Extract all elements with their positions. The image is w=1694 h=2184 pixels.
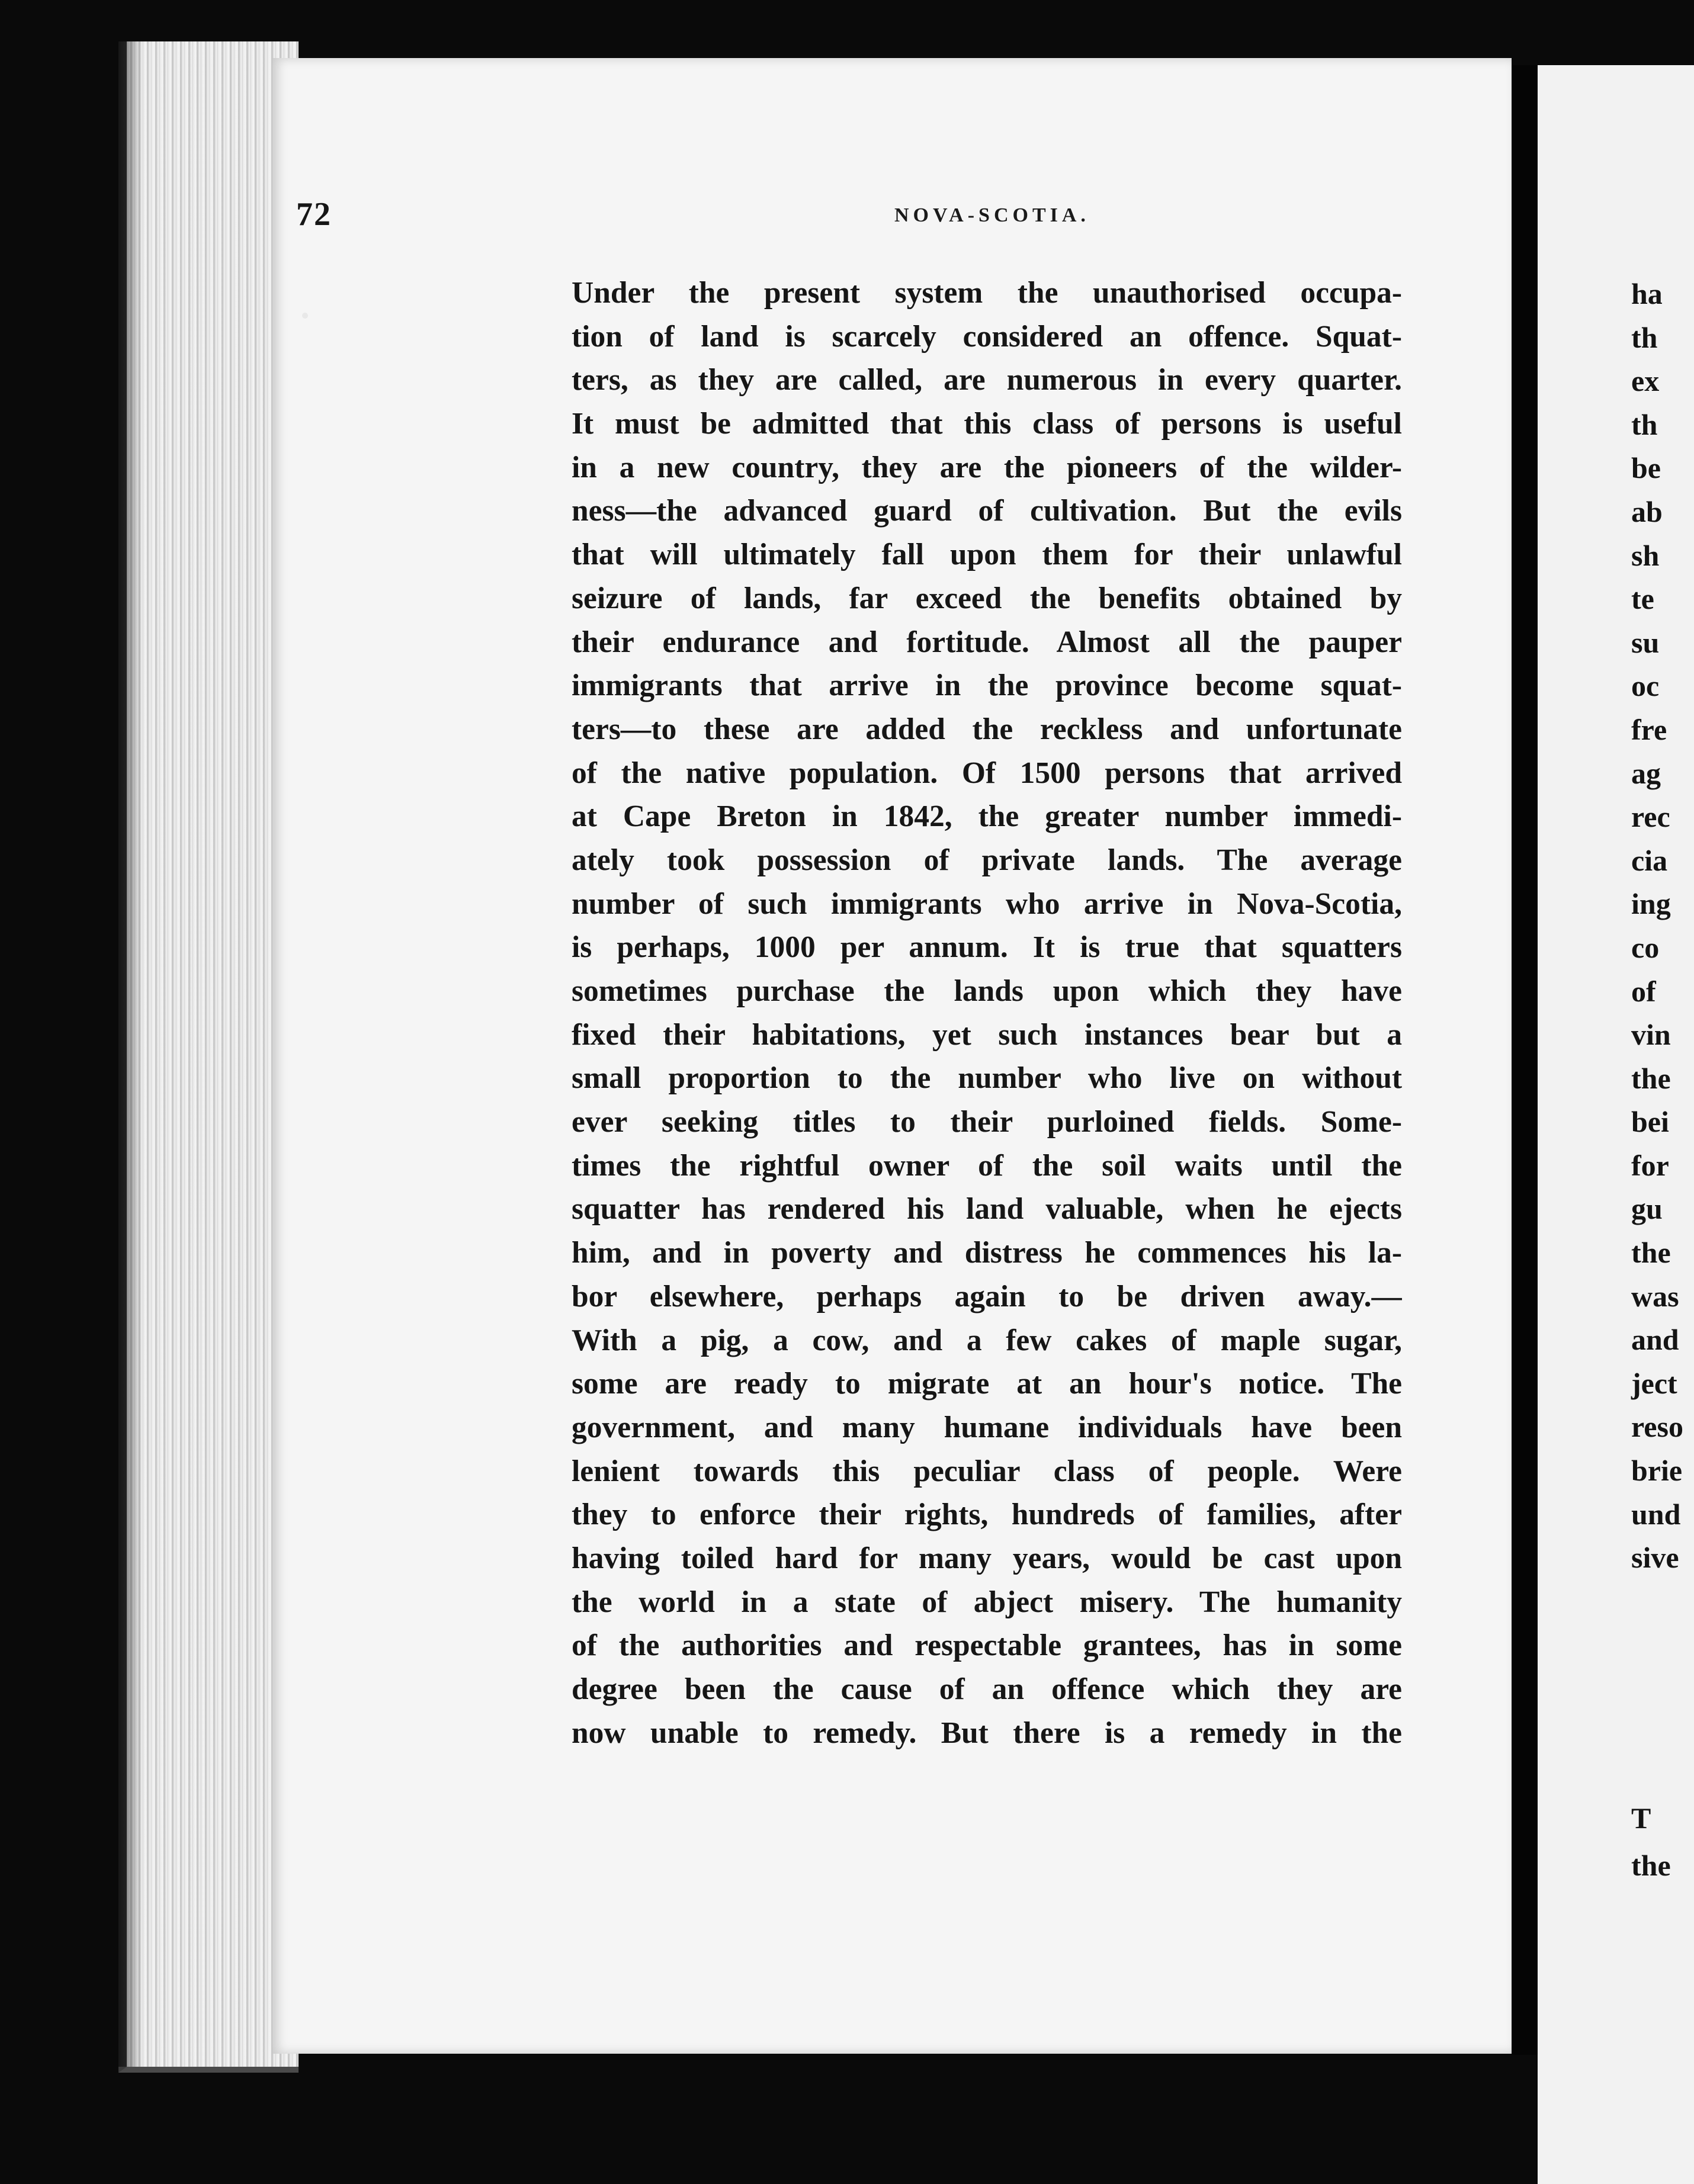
text-line: bor elsewhere, perhaps again to be driven away.— — [572, 1279, 1402, 1313]
facing-page-fragment: sive — [1631, 1541, 1679, 1575]
facing-page-fragment: ject — [1631, 1366, 1677, 1400]
page-number: 72 — [296, 196, 332, 233]
facing-page-fragment: ex — [1631, 364, 1660, 398]
book-page-edges — [118, 41, 299, 2073]
text-line: of the native population. Of 1500 persons that arrived — [572, 756, 1402, 790]
facing-page-fragment: ha — [1631, 277, 1663, 310]
facing-page-fragment: brie — [1631, 1454, 1683, 1488]
right-facing-page — [1538, 65, 1694, 2184]
text-line: ters—to these are added the reckless and unfortunate — [572, 712, 1402, 746]
text-line: government, and many humane individuals have been — [572, 1410, 1402, 1444]
facing-page-fragment: gu — [1631, 1192, 1663, 1226]
text-line: ately took possession of private lands. The average — [572, 843, 1402, 877]
text-line: fixed their habitations, yet such instances bear but a — [572, 1017, 1402, 1052]
text-line: immigrants that arrive in the province become squat- — [572, 669, 1402, 703]
text-line: some are ready to migrate at an hour's notice. The — [572, 1367, 1402, 1401]
text-line: that will ultimately fall upon them for their unlawful — [572, 538, 1402, 572]
facing-page-fragment: fre — [1631, 712, 1667, 746]
facing-page-fragment: te — [1631, 582, 1654, 616]
text-line: ever seeking titles to their purloined fields. Some- — [572, 1105, 1402, 1139]
text-line: lenient towards this peculiar class of people. Were — [572, 1454, 1402, 1488]
text-line: small proportion to the number who live on without — [572, 1061, 1402, 1096]
facing-page-fragment: sh — [1631, 538, 1660, 572]
text-line: times the rightful owner of the soil waits until the — [572, 1148, 1402, 1183]
text-line: seizure of lands, far exceed the benefits obtained by — [572, 581, 1402, 615]
text-line: him, and in poverty and distress he commences his la- — [572, 1236, 1402, 1270]
facing-page-fragment: vin — [1631, 1018, 1671, 1052]
text-line: at Cape Breton in 1842, the greater number immedi- — [572, 799, 1402, 834]
facing-page-fragment: cia — [1631, 843, 1668, 877]
text-line: It must be admitted that this class of persons is useful — [572, 407, 1402, 441]
facing-page-fragment: T — [1631, 1801, 1651, 1835]
book-spine-shadow — [118, 41, 142, 2067]
text-line: tion of land is scarcely considered an offence. Squat- — [572, 319, 1402, 354]
facing-page-fragment: the — [1631, 1236, 1671, 1270]
facing-page-fragment: th — [1631, 407, 1658, 441]
facing-page-fragment: su — [1631, 625, 1660, 659]
facing-page-fragment: oc — [1631, 669, 1660, 703]
text-line: number of such immigrants who arrive in Nova-Scotia, — [572, 887, 1402, 921]
text-line: squatter has rendered his land valuable, when he ejects — [572, 1192, 1402, 1226]
facing-page-fragment: the — [1631, 1849, 1671, 1882]
facing-page-fragment: th — [1631, 320, 1658, 354]
facing-page-fragment: and — [1631, 1323, 1679, 1357]
text-line: ness—the advanced guard of cultivation. But the evils — [572, 494, 1402, 528]
facing-page-fragment: be — [1631, 451, 1661, 485]
facing-page-fragment: reso — [1631, 1410, 1683, 1444]
text-line: they to enforce their rights, hundreds of families, after — [572, 1498, 1402, 1532]
paper-speck — [302, 313, 308, 319]
text-line: With a pig, a cow, and a few cakes of maple sugar, — [572, 1323, 1402, 1357]
book-gutter — [1512, 65, 1538, 2055]
facing-page-fragment: ab — [1631, 494, 1663, 528]
text-line: their endurance and fortitude. Almost all the pauper — [572, 625, 1402, 659]
facing-page-fragment: und — [1631, 1497, 1681, 1531]
text-line: degree been the cause of an offence which they are — [572, 1672, 1402, 1706]
facing-page-fragment: the — [1631, 1061, 1671, 1095]
text-line: having toiled hard for many years, would be cast upon — [572, 1541, 1402, 1575]
facing-page-fragment: was — [1631, 1279, 1679, 1313]
text-line: is perhaps, 1000 per annum. It is true that squatters — [572, 930, 1402, 965]
facing-page-fragment: for — [1631, 1148, 1669, 1182]
facing-page-lower-fragments — [1631, 1794, 1671, 1889]
text-line: now unable to remedy. But there is a remedy in the — [572, 1716, 1402, 1750]
facing-page-fragment: ag — [1631, 756, 1661, 790]
facing-page-fragment: rec — [1631, 800, 1670, 834]
facing-page-fragment: bei — [1631, 1105, 1669, 1139]
text-line: ters, as they are called, are numerous in every quarter. — [572, 363, 1402, 397]
facing-page-fragment: ing — [1631, 887, 1671, 921]
text-line: of the authorities and respectable grantees, has in some — [572, 1629, 1402, 1663]
running-head-title: NOVA-SCOTIA. — [894, 204, 1090, 226]
text-line: the world in a state of abject misery. The humanity — [572, 1585, 1402, 1619]
text-line: sometimes purchase the lands upon which they have — [572, 974, 1402, 1008]
text-line: Under the present system the unauthorised occupa- — [572, 276, 1402, 310]
text-line: in a new country, they are the pioneers of the wilder- — [572, 450, 1402, 484]
facing-page-text-fragments — [1631, 272, 1683, 1580]
page-body-text — [572, 271, 1402, 1755]
facing-page-fragment: of — [1631, 974, 1656, 1008]
facing-page-fragment: co — [1631, 930, 1660, 964]
